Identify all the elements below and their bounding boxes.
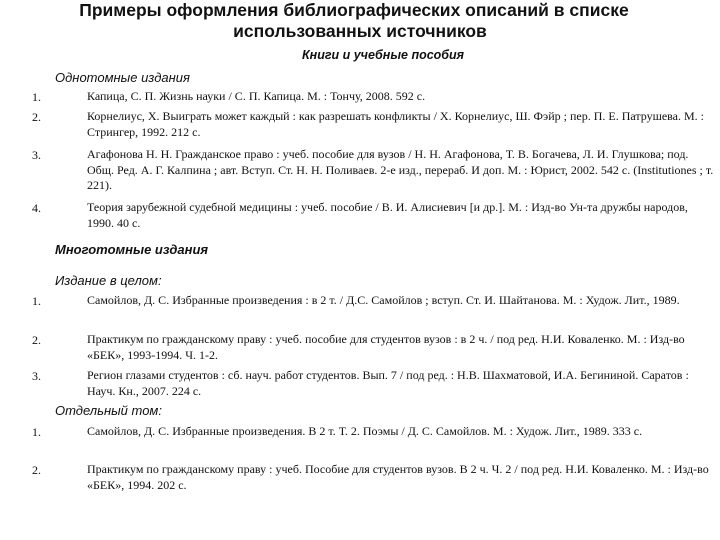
- list-item-text: Агафонова Н. Н. Гражданское право : учеб. пособие для вузов / Н. Н. Агафонова, Т. В. Богачева, Л. И. Глушкова; под. Общ. Ред. А. Г. Калпина ; авт. Вступ. Ст. Н. Н. Поливаев. 2-е изд., перераб. И доп. М. : Юрист, 2002. 542 с. (Institutiones ; т. 221).: [87, 147, 714, 192]
- list-item-text: Практикум по гражданскому праву : учеб. Пособие для студентов вузов. В 2 ч. Ч. 2 / под ред. Н.И. Коваленко. М. : Изд-во «БЕК», 1994. 202 с.: [87, 462, 709, 492]
- subsection-heading-single-tome: Отдельный том:: [55, 403, 162, 418]
- list-item-number: 2.: [32, 333, 41, 347]
- section-heading-multi-volume: Многотомные издания: [55, 242, 209, 257]
- list-item-number: 2.: [32, 110, 41, 124]
- list-item-text: Корнелиус, Х. Выиграть может каждый : как разрешать конфликты / Х. Корнелиус, Ш. Фэйр ; пер. П. Е. Патрушева. М. : Стрингер, 1992. 212 с.: [87, 109, 705, 139]
- list-item-number: 1.: [32, 294, 41, 308]
- section-heading-single-volume: Однотомные издания: [55, 70, 190, 85]
- list-item-number: 4.: [32, 201, 41, 215]
- list-item-number: 3.: [32, 369, 41, 383]
- title-line-1: Примеры оформления библиографических описаний в списке: [79, 0, 629, 20]
- list-item-text: Самойлов, Д. С. Избранные произведения : в 2 т. / Д.С. Самойлов ; вступ. Ст. И. Шайтанова. М. : Худож. Лит., 1989.: [87, 293, 680, 307]
- list-item-text: Регион глазами студентов : сб. науч. работ студентов. Вып. 7 / под ред. : Н.В. Шахматовой, И.А. Бегининой. Саратов : Науч. Кн., 2007. 224 с.: [87, 368, 689, 398]
- subtitle: Книги и учебные пособия: [301, 48, 465, 62]
- list-item-text: Теория зарубежной судебной медицины : учеб. пособие / В. И. Алисиевич [и др.]. М. : Изд-во Ун-та дружбы народов, 1990. 40 с.: [87, 200, 688, 230]
- title-line-2: использованных источников: [233, 21, 487, 41]
- list-item-text: Практикум по гражданскому праву : учеб. пособие для студентов вузов : в 2 ч. / под ред. Н.И. Коваленко. М. : Изд-во «БЕК», 1993-1994. Ч. 1-2.: [87, 332, 685, 362]
- subsection-heading-whole-edition: Издание в целом:: [55, 273, 162, 288]
- list-item-number: 1.: [32, 425, 41, 439]
- list-item-number: 1.: [32, 90, 41, 104]
- list-item-text: Самойлов, Д. С. Избранные произведения. В 2 т. Т. 2. Поэмы / Д. С. Самойлов. М. : Худож. Лит., 1989. 333 с.: [87, 424, 643, 438]
- list-item-text: Капица, С. П. Жизнь науки / С. П. Капица. М. : Тончу, 2008. 592 с.: [87, 89, 426, 103]
- list-item-number: 3.: [32, 148, 41, 162]
- page-title: [0, 0, 720, 42]
- list-item-number: 2.: [32, 463, 41, 477]
